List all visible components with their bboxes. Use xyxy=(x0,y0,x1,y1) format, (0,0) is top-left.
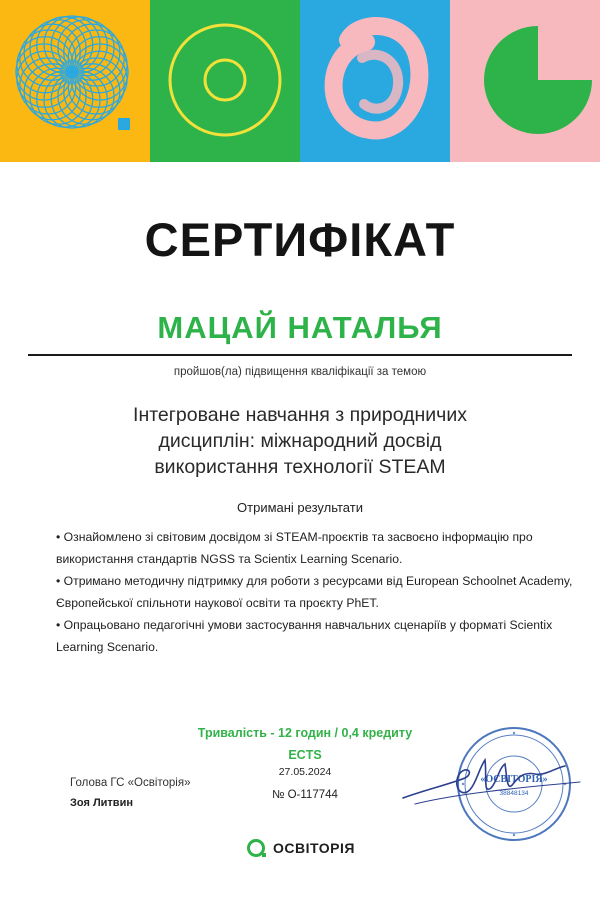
banner-tile-pink xyxy=(450,0,600,162)
certificate-number: № О-117744 xyxy=(272,789,338,801)
certificate-subtitle: пройшов(ла) підвищення кваліфікації за темою xyxy=(173,366,427,378)
results-list xyxy=(56,526,576,658)
divider-line xyxy=(28,354,572,356)
list-item: • Ознайомлено зі світовим досвідом зі STEAM-проєктів та засвоєно інформацію про використання стандартів NGSS та Scientix Learning Scenario. xyxy=(56,526,576,570)
list-item: • Опрацьовано педагогічні умови застосування навчальних сценаріїв у форматі Scientix Learning Scenario. xyxy=(56,614,576,658)
banner-tile-green xyxy=(150,0,300,162)
signature xyxy=(395,738,595,828)
course-title-line: дисциплін: міжнародний досвід xyxy=(158,430,442,452)
duration-unit: ECTS xyxy=(288,748,322,762)
footer-logo-text: ОСВІТОРІЯ xyxy=(273,840,355,856)
double-ring-icon xyxy=(150,0,300,162)
banner-tile-yellow xyxy=(0,0,150,162)
banner-tile-blue xyxy=(300,0,450,162)
course-title-line: використання технології STEAM xyxy=(154,456,446,478)
course-title xyxy=(40,402,560,480)
course-title-line: Інтегроване навчання з природничих xyxy=(133,404,467,426)
quarter-circle-icon xyxy=(450,0,600,162)
stamp-center-text: «ОСВІТОРІЯ» xyxy=(480,774,548,785)
sunburst-icon xyxy=(0,0,150,162)
duration-text xyxy=(180,722,430,766)
certificate-title: СЕРТИФІКАТ xyxy=(144,213,456,266)
brush-ring-icon xyxy=(300,0,450,162)
stamp-code: 38848134 xyxy=(499,790,529,797)
list-item: • Отримано методичну підтримку для роботи з ресурсами від European Schoolnet Academy, Європейської спільноти наукової освіти та проєкту PhET. xyxy=(56,570,576,614)
issue-date: 27.05.2024 xyxy=(278,766,332,778)
osvitoria-logo-icon xyxy=(245,836,269,860)
signer-role: Голова ГС «Освіторія» xyxy=(70,777,191,789)
results-heading: Отримані результати xyxy=(237,500,363,515)
footer-logo xyxy=(0,836,600,860)
duration-line: Тривалість - 12 годин / 0,4 кредиту xyxy=(197,726,413,740)
signer-name: Зоя Литвин xyxy=(70,797,133,809)
top-banner xyxy=(0,0,600,162)
recipient-name: МАЦАЙ НАТАЛЬЯ xyxy=(157,310,443,345)
